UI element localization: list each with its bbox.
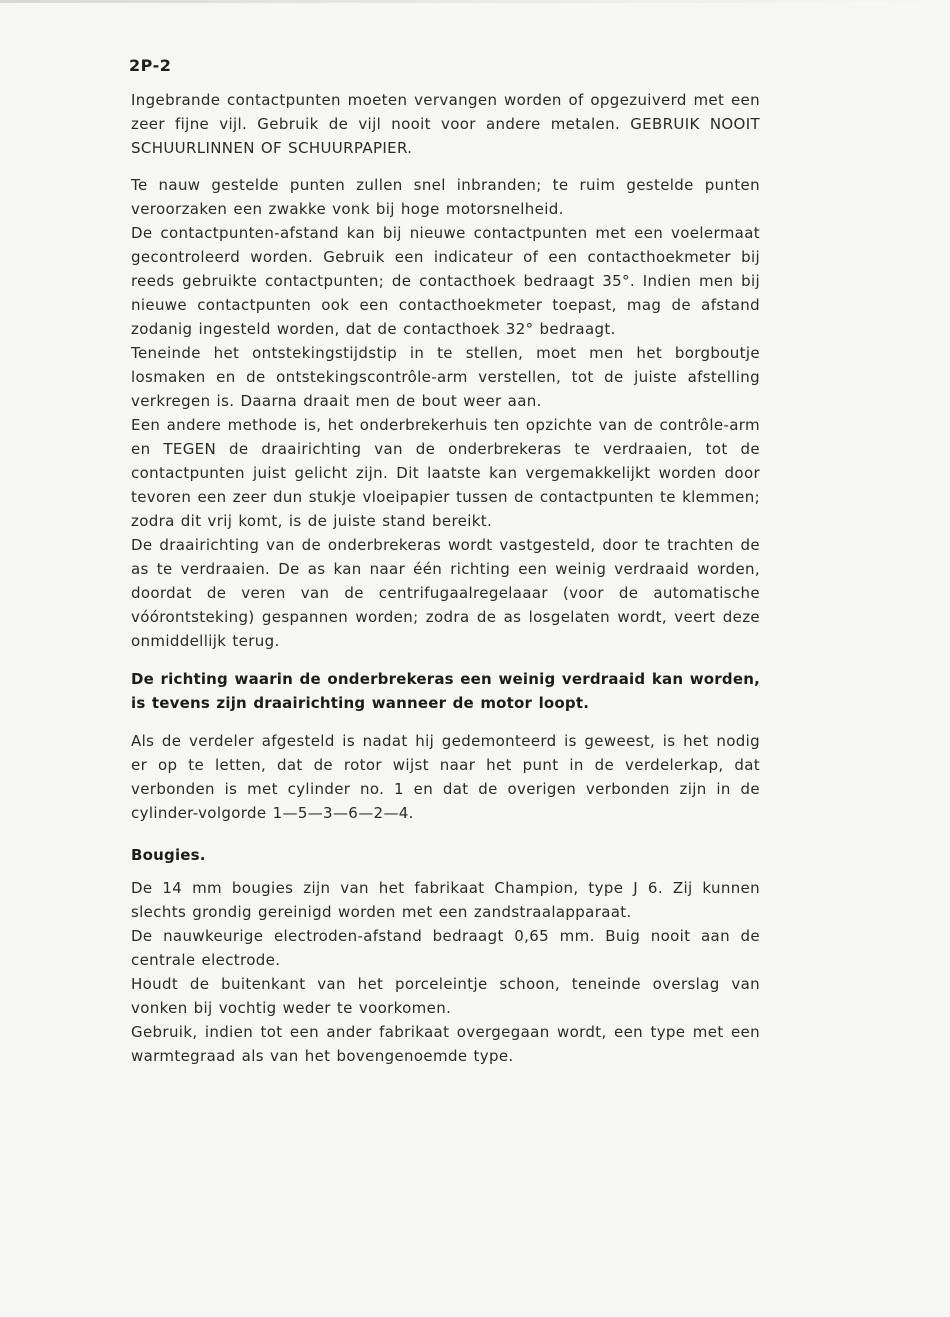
paragraph-contact-distance: De contactpunten-afstand kan bij nieuwe contactpunten met een voelermaat gecontroleerd worden. Gebruik een indicateur of een contacthoekmeter bij reeds gebruikte contactpunten; de contacthoek bedraagt 35°. Indien men bij nieuwe contactpunten ook een contacthoekmeter toepast, mag de afstand zodanig ingesteld worden, dat de contacthoek 32° bedraagt. [131, 224, 760, 338]
paragraph-contactpunten-cleaning: Ingebrande contactpunten moeten vervangen worden of opgezuiverd met een zeer fijne vijl. Gebruik de vijl nooit voor andere metalen. GEBRUIK NOOIT SCHUURLINNEN OF SCHUURPAPIER. [131, 91, 760, 157]
page-body [131, 88, 760, 1068]
emphasis-paragraph: De richting waarin de onderbrekeras een weinig verdraaid kan worden, is tevens zijn draairichting wanneer de motor loopt. [131, 670, 760, 712]
paragraph-alternative-method: Een andere methode is, het onderbrekerhuis ten opzichte van de contrôle-arm en TEGEN de draairichting van de onderbrekeras te verdraaien, tot de contactpunten juist gelicht zijn. Dit laatste kan vergemakkelijkt worden door tevoren een zeer dun stukje vloeipapier tussen de contactpunten te klemmen; zodra dit vrij komt, is de juiste stand bereikt. [131, 416, 760, 530]
paragraph-rotation-direction: De draairichting van de onderbrekeras wordt vastgesteld, door te trachten de as te verdraaien. De as kan naar één richting een weinig verdraaid worden, doordat de veren van de centrifugaalregelaaar (voor de automatische vóórontsteking) gespannen worden; zodra de as losgelaten wordt, veert deze onmiddellijk terug. [131, 536, 760, 650]
paragraph-ignition-timing: Teneinde het ontstekingstijdstip in te stellen, moet men het borgboutje losmaken en de ontstekingscontrôle-arm verstellen, tot de juiste afstelling verkregen is. Daarna draait men de bout weer aan. [131, 344, 760, 410]
page-number: 2P-2 [129, 56, 172, 75]
paragraph-bougies-type: De 14 mm bougies zijn van het fabrikaat Champion, type J 6. Zij kunnen slechts grondig gereinigd worden met een zandstraalapparaat. [131, 879, 760, 921]
paragraph-verdeler: Als de verdeler afgesteld is nadat hij gedemonteerd is geweest, is het nodig er op te letten, dat de rotor wijst naar het punt in de verdelerkap, dat verbonden is met cylinder no. 1 en dat de overigen verbonden zijn in de cylinder-volgorde 1—5—3—6—2—4. [131, 732, 760, 822]
paragraph-other-brand: Gebruik, indien tot een ander fabrikaat overgegaan wordt, een type met een warmtegraad als van het bovengenoemde type. [131, 1023, 760, 1065]
paragraph-point-gap: Te nauw gestelde punten zullen snel inbranden; te ruim gestelde punten veroorzaken een zwakke vonk bij hoge motorsnelheid. [131, 176, 760, 218]
paragraph-porcelain: Houdt de buitenkant van het porceleintje schoon, teneinde overslag van vonken bij vochtig weder te voorkomen. [131, 975, 760, 1017]
paragraph-electrode-gap: De nauwkeurige electroden-afstand bedraagt 0,65 mm. Buig nooit aan de centrale electrode. [131, 927, 760, 969]
top-edge-rule [0, 0, 950, 3]
section-heading-bougies: Bougies. [131, 846, 206, 864]
